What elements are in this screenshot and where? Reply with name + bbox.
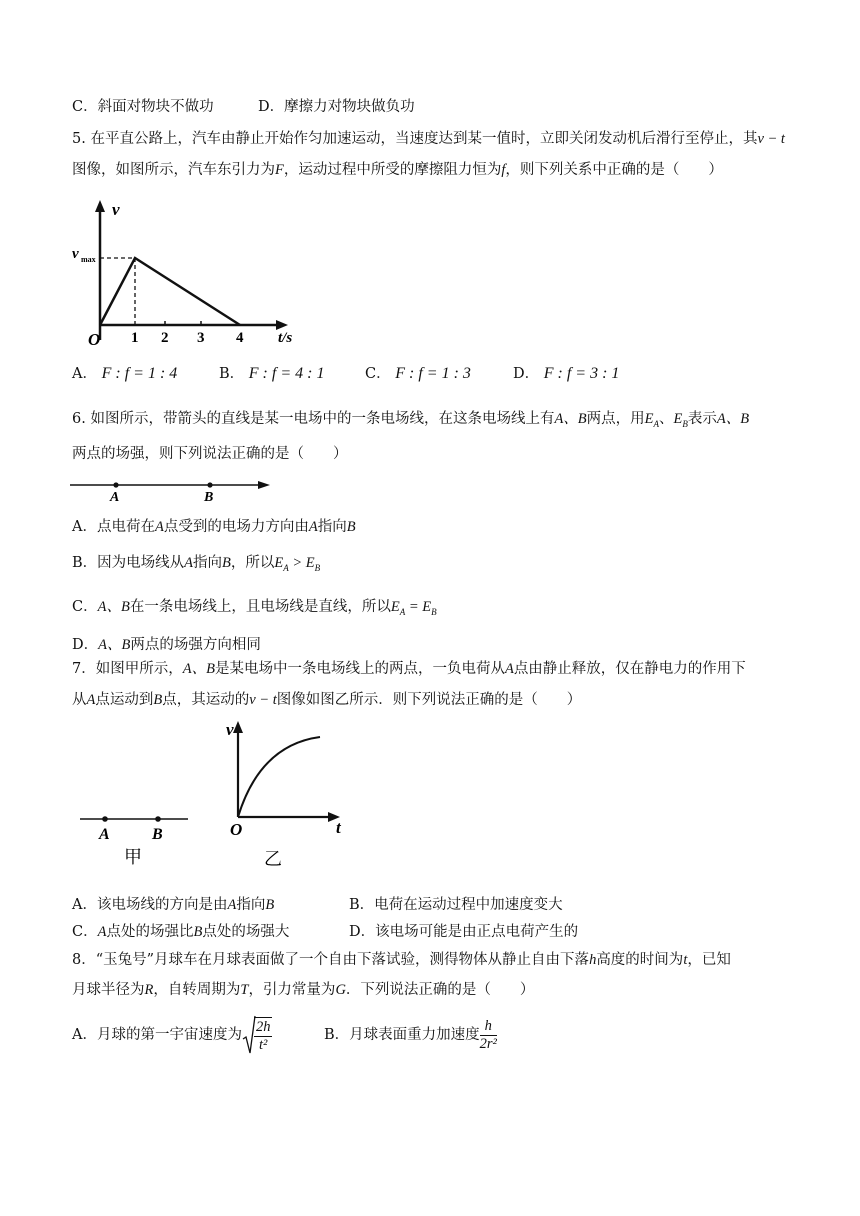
q4-option-d: D．摩擦力对物块做负功	[258, 99, 415, 115]
point-b	[207, 482, 212, 487]
q6-stem-line2: 两点的场强，则下列说法正确的是（ ）	[72, 446, 348, 462]
q7-option-a: A．该电场线的方向是由A指向B	[72, 897, 275, 913]
q5-option-b: B． F : f = 4 : 1	[219, 365, 325, 382]
q5-stem-line2: 图像，如图所示，汽车东引力为F，运动过程中所受的摩擦阻力恒为f，则下列关系中正确的是（ ）	[72, 162, 723, 178]
tick-3: 3	[197, 330, 205, 346]
q8-stem-line2: 月球半径为R，自转周期为T，引力常量为G．下列说法正确的是（ ）	[72, 982, 535, 998]
q6-stem-line1: 6. 如图所示，带箭头的直线是某一电场中的一条电场线，在这条电场线上有A、B两点，用$E_A$、$E_B$表示A、B	[72, 411, 750, 429]
jia-point-b	[155, 816, 161, 822]
origin-label: O	[88, 330, 101, 349]
q8-option-a: A．月球的第一宇宙速度为 $\frac{2h}{\text{t²}}$	[72, 1013, 272, 1057]
tick-2: 2	[161, 330, 169, 346]
jia-point-a	[102, 816, 108, 822]
svg-text:B: B	[152, 826, 163, 843]
svg-text:t: t	[336, 818, 341, 837]
q4-option-c: C．斜面对物块不做功	[72, 99, 214, 115]
q5-option-d: D． F : f = 3 : 1	[513, 365, 620, 382]
q7-stem-line2: 从A点运动到B点，其运动的v − t图像如图乙所示．则下列说法正确的是（ ）	[72, 692, 582, 708]
q5-vt-graph	[60, 195, 300, 355]
x-axis-arrow	[276, 320, 288, 330]
yi-caption: 乙	[264, 849, 282, 869]
sqrt-expression: $\frac{2h}{\text{t²}}$	[242, 1013, 273, 1057]
q7-option-d: D．该电场可能是由正点电荷产生的	[349, 924, 579, 940]
q7-option-b: B．电荷在运动过程中加速度变大	[349, 897, 563, 913]
svg-text:O: O	[230, 820, 243, 839]
q6-option-b: B．因为电场线从A指向B，所以$E_A > E_B$	[72, 555, 321, 573]
q8-option-b: B．月球表面重力加速度 $\frac{h}{\text{2r²}}$	[324, 1017, 497, 1052]
point-a	[113, 482, 118, 487]
velocity-line	[100, 258, 240, 325]
tick-1: 1	[131, 330, 139, 346]
q7-figure	[70, 715, 360, 875]
fraction-expression: $\frac{h}{\text{2r²}}$	[479, 1017, 497, 1052]
q6-field-line	[70, 475, 275, 505]
v-axis-label: v	[112, 200, 120, 219]
q6-option-d: D．A、B两点的场强方向相同	[72, 637, 261, 653]
q8-stem-line1: 8．“玉兔号”月球车在月球表面做了一个自由下落试验，测得物体从静止自由下落h高度的时间为t，已知	[72, 952, 731, 968]
svg-text:v: v	[226, 720, 234, 739]
q5-option-a: A． F : f = 1 : 4	[72, 365, 178, 382]
tick-4: 4	[236, 330, 244, 346]
t-axis-label: t/s	[278, 330, 293, 346]
q5-stem-line1: 5. 在平直公路上，汽车由静止开始作匀加速运动，当速度达到某一值时，立即关闭发动机后滑行至停止，其v − t	[72, 131, 785, 147]
y-axis-arrow	[95, 200, 105, 212]
svg-text:A: A	[110, 490, 120, 505]
vmax-label: v	[72, 246, 79, 262]
vmax-sub: max	[81, 255, 96, 264]
q6-option-a: A．点电荷在A点受到的电场力方向由A指向B	[72, 519, 356, 535]
svg-text:A: A	[99, 826, 110, 843]
q5-option-c: C． F : f = 1 : 3	[365, 365, 471, 382]
jia-caption: 甲	[124, 847, 142, 867]
q6-option-c: C．A、B在一条电场线上，且电场线是直线，所以$E_A = E_B$	[72, 599, 437, 617]
q7-stem-line1: 7．如图甲所示，A、B是某电场中一条电场线上的两点，一负电荷从A点由静止释放，仅在静电力的作用下	[72, 661, 746, 677]
yi-curve	[238, 737, 320, 817]
svg-text:B: B	[204, 490, 214, 505]
q7-option-c: C．A点处的场强比B点处的场强大	[72, 924, 290, 940]
